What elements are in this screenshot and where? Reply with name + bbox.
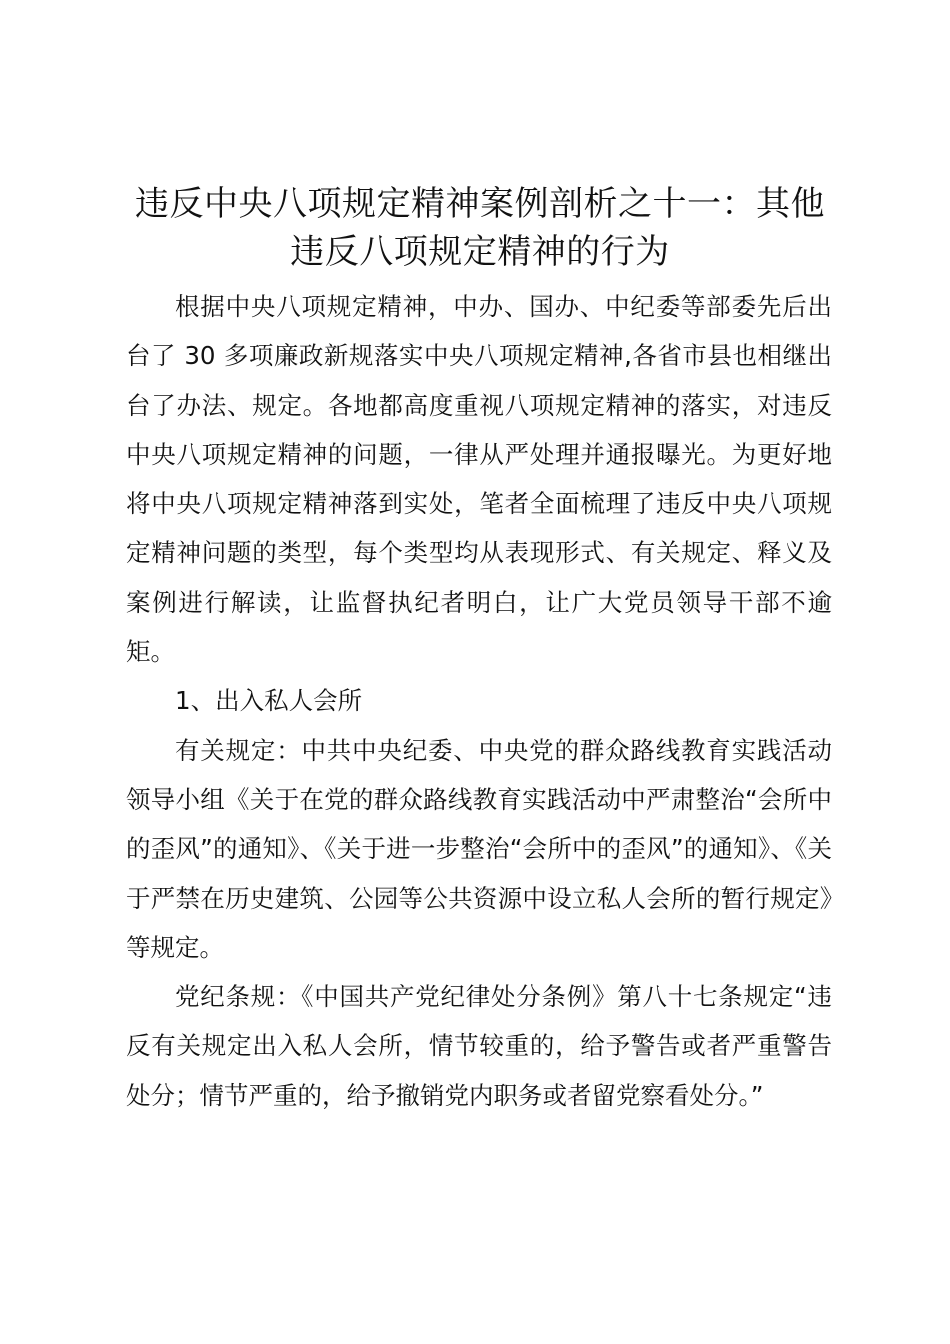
- regulations-paragraph: 有关规定：中共中央纪委、中央党的群众路线教育实践活动领导小组《关于在党的群众路线教育实践活动中严肃整治“会所中的歪风”的通知》、《关于进一步整治“会所中的歪风”的通知》、《关于严禁在历史建筑、公园等公共资源中设立私人会所的暂行规定》等规定。: [126, 735, 832, 962]
- document-title: [120, 180, 840, 276]
- document-body: [126, 282, 832, 1120]
- title-line-2: 违反八项规定精神的行为: [290, 232, 670, 272]
- intro-paragraph: 根据中央八项规定精神，中办、国办、中纪委等部委先后出台了 30 多项廉政新规落实中央八项规定精神,各省市县也相继出台了办法、规定。各地都高度重视八项规定精神的落实，对违反中央八项规定精神的问题，一律从严处理并通报曝光。为更好地将中央八项规定精神落到实处，笔者全面梳理了违反中央八项规定精神问题的类型，每个类型均从表现形式、有关规定、释义及案例进行解读，让监督执纪者明白，让广大党员领导干部不逾矩。: [126, 292, 832, 667]
- title-line-1: 违反中央八项规定精神案例剖析之十一：其他: [135, 184, 825, 224]
- party-discipline-paragraph: 党纪条规：《中国共产党纪律处分条例》第八十七条规定“违反有关规定出入私人会所，情节较重的，给予警告或者严重警告处分；情节严重的，给予撤销党内职务或者留党察看处分。”: [126, 982, 832, 1110]
- section-heading-1: 1、出入私人会所: [175, 686, 363, 716]
